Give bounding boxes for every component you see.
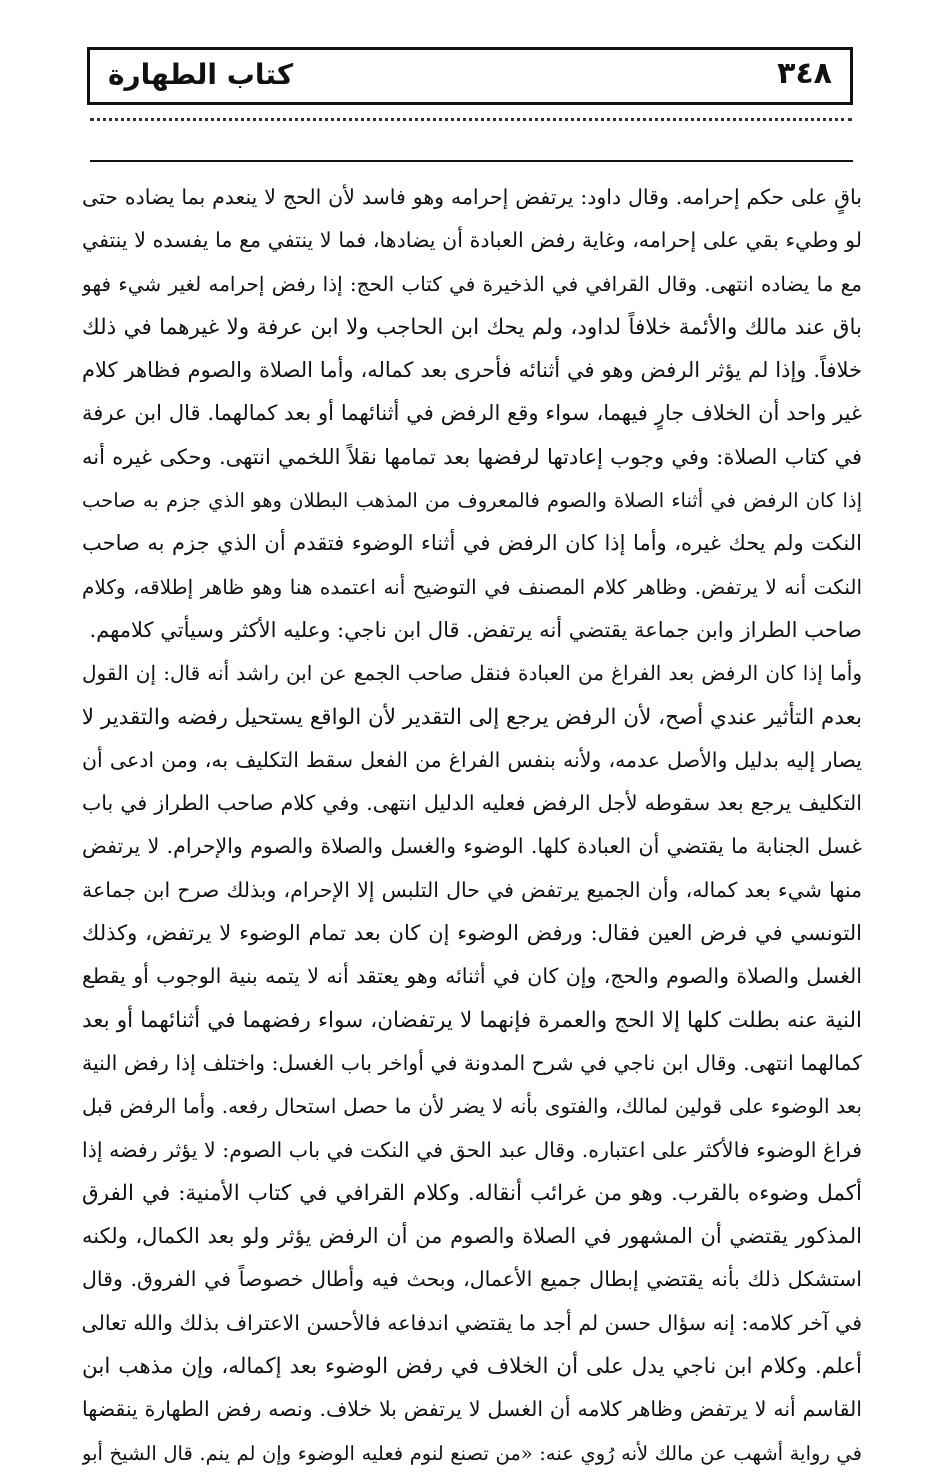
text-line: كمالهما انتهى. وقال ابن ناجي في شرح المدونة في أواخر باب الغسل: واختلف إذا رفض النية — [82, 1050, 862, 1075]
text-line: صاحب الطراز وابن جماعة يقتضي أنه يرتفض. قال ابن ناجي: وعليه الأكثر وسيأتي كلامهم. — [89, 617, 862, 642]
text-line: بعدم التأثير عندي أصح، لأن الرفض يرجع إلى التقدير لأن الواقع يستحيل رفضه والتقدير لا — [82, 704, 862, 730]
text-line: غير واحد أن الخلاف جارٍ فيهما، سواء وقع الرفض في أثنائهما أو بعد كمالهما. قال ابن عرفة — [82, 401, 862, 426]
text-line: غسل الجنابة ما يقتضي أن العبادة كلها. الوضوء والغسل والصلاة والصوم والإحرام. لا يرتفض — [82, 834, 862, 859]
text-line: فراغ الوضوء فالأكثر على اعتباره. وقال عبد الحق في النكت في باب الصوم: لا يؤثر رفضه إذا — [82, 1137, 862, 1162]
text-line: لو وطيء بقي على إحرامه، وغاية رفض العبادة أن يضادها، فما لا ينتفي مع ما يفسده لا ينتفي — [82, 228, 862, 253]
text-line: يصار إليه بدليل والأصل عدمه، ولأنه بنفس الفراغ من الفعل سقط التكليف به، ومن ادعى أن — [82, 747, 862, 772]
horizontal-rule — [90, 160, 853, 162]
text-line: التونسي في فرض العين فقال: ورفض الوضوء إن كان بعد تمام الوضوء لا يرتفض، وكذلك — [82, 921, 862, 946]
chapter-title: كتاب الطهارة — [108, 58, 294, 91]
text-line: أعلم. وكلام ابن ناجي يدل على أن الخلاف في رفض الوضوء بعد إكماله، وإن مذهب ابن — [82, 1354, 862, 1380]
text-line: في رواية أشهب عن مالك لأنه رُوي عنه: «من تصنع لنوم فعليه الوضوء وإن لم ينم. قال الشيخ أبو — [82, 1441, 862, 1465]
text-line: استشكل ذلك بأنه يقتضي إبطال جميع الأعمال، وبحث فيه وأطال خصوصاً في الفروق. وقال — [82, 1267, 862, 1292]
text-line: بعد الوضوء على قولين لمالك، والفتوى بأنه لا يضر لأن ما حصل استحال رفعه. وأما الرفض قبل — [82, 1094, 862, 1119]
text-line: خلافاً. وإذا لم يؤثر الرفض وهو في أثنائه فأحرى بعد كماله، وأما الصلاة والصوم فظاهر كلام — [82, 358, 862, 383]
text-line: باق عند مالك والأئمة خلافاً لداود، ولم يحك ابن الحاجب ولا ابن عرفة ولا غيرهما في ذلك — [82, 314, 862, 340]
text-line: النكت أنه لا يرتفض. وظاهر كلام المصنف في التوضيح أنه اعتمده هنا وهو ظاهر إطلاقه، وكلام — [82, 574, 862, 599]
page-header — [87, 47, 853, 105]
body-text — [82, 176, 862, 1475]
text-line: في كتاب الصلاة: وفي وجوب إعادتها لرفضها بعد تمامها نقلاً اللخمي انتهى. وحكى غيره أنه — [82, 444, 862, 469]
text-line: الغسل والصلاة والصوم والحج، وإن كان في أثنائه وهو يعتقد أنه لا يتمه بنية الوجوب أو يقطع — [82, 964, 862, 989]
text-line: وأما إذا كان الرفض بعد الفراغ من العبادة فنقل صاحب الجمع عن ابن راشد أنه قال: إن القول — [82, 661, 862, 686]
text-line: المذكور يقتضي أن المشهور في الصلاة والصوم من أن الرفض يؤثر ولو بعد الكمال، ولكنه — [82, 1224, 862, 1249]
text-line: في آخر كلامه: إنه سؤال حسن لم أجد ما يقتضي اندفاعه فالأحسن الاعتراف بذلك والله تعالى — [82, 1310, 862, 1335]
text-line: النكت ولم يحك غيره، وأما إذا كان الرفض في أثناء الوضوء فتقدم أن الذي جزم به صاحب — [82, 531, 862, 556]
text-line: منها شيء بعد كماله، وأن الجميع يرتفض في حال التلبس إلا الإحرام، وبذلك صرح ابن جماعة — [82, 877, 862, 902]
text-line: النية عنه بطلت كلها إلا الحج والعمرة فإنهما لا يرتفضان، سواء رفضهما في أثنائهما أو بعد — [82, 1007, 862, 1033]
dotted-separator — [90, 118, 852, 121]
text-line: باقٍ على حكم إحرامه. وقال داود: يرتفض إحرامه وهو فاسد لأن الحج لا ينعدم بما يضاده حتى — [82, 185, 862, 209]
text-line: إذا كان الرفض في أثناء الصلاة والصوم فالمعروف من المذهب البطلان وهو الذي جزم به صاحب — [82, 489, 862, 513]
page-number: ٣٤٨ — [777, 56, 832, 91]
text-line: التكليف يرجع بعد سقوطه لأجل الرفض فعليه الدليل انتهى. وفي كلام صاحب الطراز في باب — [82, 791, 862, 816]
text-line: أكمل وضوءه بالقرب. وهو من غرائب أنقاله. وكلام القرافي في كتاب الأمنية: في الفرق — [82, 1180, 862, 1206]
text-line: القاسم أنه لا يرتفض وظاهر كلامه أن الغسل لا يرتفض بلا خلاف. ونصه رفض الطهارة ينقضها — [82, 1397, 862, 1422]
text-line: مع ما يضاده انتهى. وقال القرافي في الذخيرة في كتاب الحج: إذا رفض إحرامه لغير شيء فهو — [82, 271, 862, 296]
